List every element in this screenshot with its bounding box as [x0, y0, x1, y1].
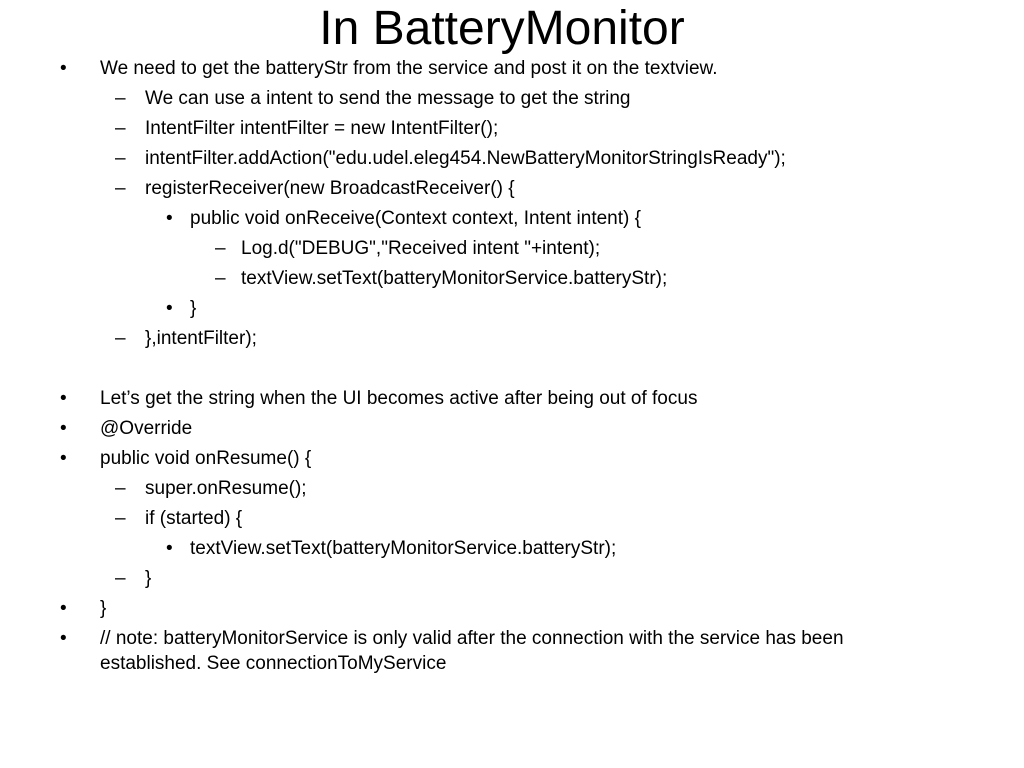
bullet-marker: •: [60, 388, 67, 409]
list-item-text: if (started) {: [145, 508, 243, 529]
list-item: [0, 414, 1000, 444]
slide-title: In BatteryMonitor: [319, 2, 685, 55]
list-item-text: @Override: [100, 418, 193, 439]
list-item: [0, 204, 1000, 234]
bullet-marker: •: [60, 598, 67, 619]
bullet-marker: –: [115, 148, 126, 169]
bullet-marker: •: [60, 628, 67, 649]
list-item: [0, 144, 1000, 174]
bullet-marker: –: [115, 478, 126, 499]
list-item-text: },intentFilter);: [145, 328, 257, 349]
bullet-marker: –: [115, 88, 126, 109]
list-item-text: }: [190, 298, 197, 319]
list-item-text: textView.setText(batteryMonitorService.batteryStr);: [241, 268, 668, 289]
list-item: [0, 294, 1000, 324]
list-item: [0, 234, 1000, 264]
list-item-text: textView.setText(batteryMonitorService.batteryStr);: [190, 538, 617, 559]
bullet-marker: –: [115, 328, 126, 349]
list-item: [0, 114, 1000, 144]
bullet-marker: •: [60, 418, 67, 439]
list-item-text: Let’s get the string when the UI becomes active after being out of focus: [100, 388, 698, 409]
bullet-marker: •: [60, 448, 67, 469]
bullet-marker: –: [115, 118, 126, 139]
list-item-text: }: [100, 598, 107, 619]
list-item: [0, 474, 1000, 504]
list-item-text: // note: batteryMonitorService is only valid after the connection with the service has been established. See connectionToMyService: [100, 628, 844, 674]
list-item: [0, 384, 1000, 414]
bullet-marker: –: [115, 178, 126, 199]
list-item-text: IntentFilter intentFilter = new IntentFilter();: [145, 118, 499, 139]
list-item-text: }: [145, 568, 152, 589]
list-item-text: super.onResume();: [145, 478, 307, 499]
bullet-marker: •: [166, 298, 173, 319]
bullet-marker: –: [215, 238, 226, 259]
bullet-marker: –: [115, 508, 126, 529]
list-item: [0, 264, 1000, 294]
list-item: [0, 84, 1000, 114]
bullet-marker: –: [115, 568, 126, 589]
bullet-marker: –: [215, 268, 226, 289]
bullet-marker: •: [166, 208, 173, 229]
bullet-marker: •: [166, 538, 173, 559]
list-item: [0, 594, 1000, 624]
list-item-text: intentFilter.addAction("edu.udel.eleg454.NewBatteryMonitorStringIsReady");: [145, 148, 786, 169]
list-item: [0, 504, 1000, 534]
list-item: [0, 564, 1000, 594]
list-item: [0, 54, 1000, 84]
list-item: [0, 444, 1000, 474]
bullet-marker: •: [60, 58, 67, 79]
list-item: [0, 324, 1000, 354]
list-item-text: Log.d("DEBUG","Received intent "+intent);: [241, 238, 601, 259]
list-item: [0, 174, 1000, 204]
list-item-text: We need to get the batteryStr from the service and post it on the textview.: [100, 58, 718, 79]
list-item: [0, 534, 1000, 564]
list-item-text: registerReceiver(new BroadcastReceiver() {: [145, 178, 515, 199]
list-item-text: public void onReceive(Context context, Intent intent) {: [190, 208, 641, 229]
list-item: [0, 624, 1000, 678]
list-item-text: public void onResume() {: [100, 448, 312, 469]
list-item-text: We can use a intent to send the message to get the string: [145, 88, 631, 109]
